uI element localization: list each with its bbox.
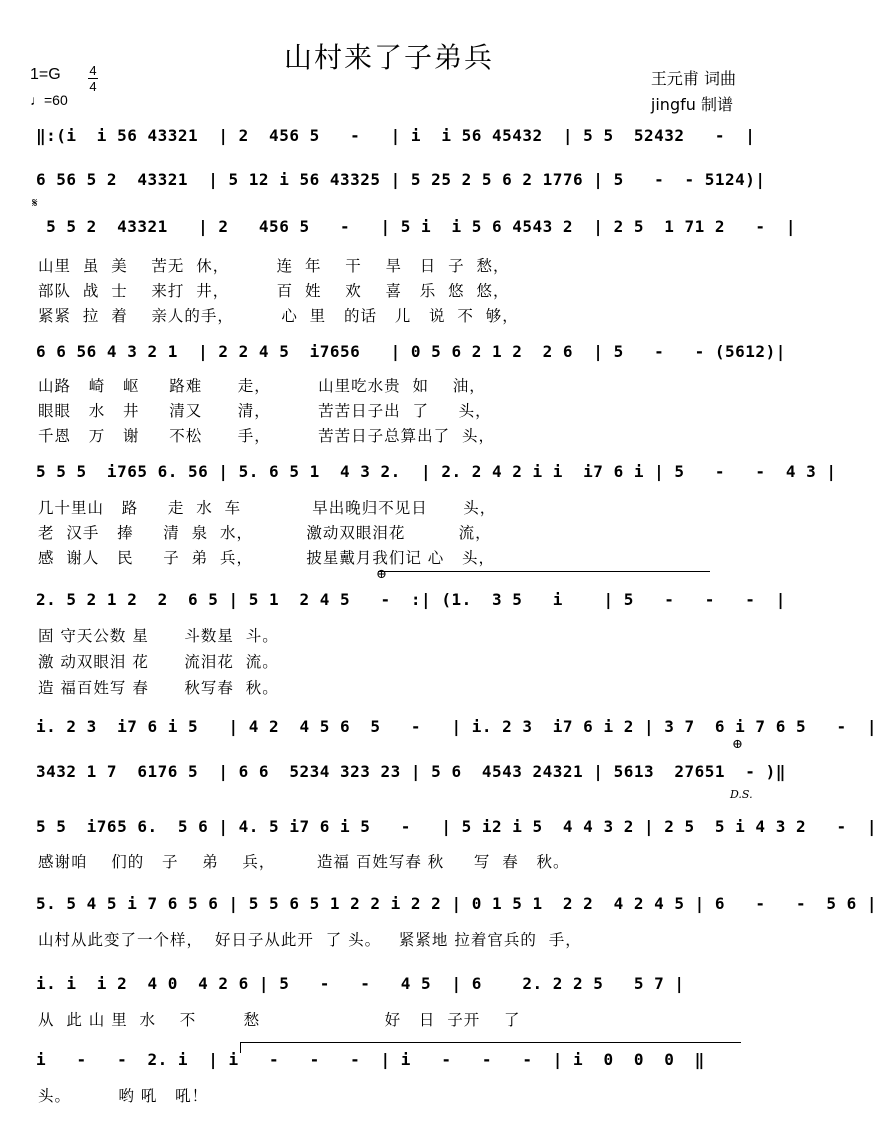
credits — [651, 66, 736, 118]
lyric-line: 造 福百姓写 春 秋写春 秋。 — [38, 679, 279, 697]
lyric-line: 山路 崎 岖 路难 走， 山里吃水贵 如 油， — [38, 377, 486, 395]
lyric-line: 固 守天公数 星 斗数星 斗。 — [38, 627, 279, 645]
staff-line: ‖:(i i 56 43321 | 2 456 5 - | i i 56 45432 | 5 5 52432 - | — [36, 126, 756, 145]
lyric-line: 眼眼 水 井 清又 清， 苦苦日子出 了 头， — [38, 402, 492, 420]
lyric-line: 感 谢人 民 子 弟 兵， 披星戴月我们记 心 头， — [38, 549, 496, 567]
lyric-line: 激 动双眼泪 花 流泪花 流。 — [38, 653, 279, 671]
staff-line: i. 2 3 i7 6 i 5 | 4 2 4 5 6 5 - | i. 2 3 i7 6 i 2 | 3 7 6 i 7 6 5 - | — [36, 717, 877, 736]
segno-icon: 𝄋 — [32, 196, 38, 211]
lyric-line: 老 汉手 捧 清 泉 水， 激动双眼泪花 流， — [38, 524, 492, 542]
lyric-line: 千恩 万 谢 不松 手， 苦苦日子总算出了 头， — [38, 427, 496, 445]
time-signature-top: 4 — [89, 63, 97, 78]
lyric-line: 几十里山 路 走 水 车 早出晚归不见日 头， — [38, 499, 497, 517]
time-signature-bottom: 4 — [89, 79, 97, 94]
staff-line: 5 5 5 i765 6. 56 | 5. 6 5 1 4 3 2. | 2. 2 4 2 i i i7 6 i | 5 - - 4 3 | — [36, 462, 837, 481]
key-signature: 1=G — [30, 66, 61, 83]
staff-line: 6 56 5 2 43321 | 5 12 i 56 43325 | 5 25 2 5 6 2 1776 | 5 - - 5124)| — [36, 170, 766, 189]
staff-line: 5 5 i765 6. 5 6 | 4. 5 i7 6 i 5 - | 5 i2 i 5 4 4 3 2 | 2 5 5 i 4 3 2 - | — [36, 817, 877, 836]
coda-icon: ⊕ — [732, 737, 743, 752]
lyric-line: 紧紧 拉 着 亲人的手， 心 里 的话 儿 说 不 够， — [38, 307, 519, 325]
staff-line: 3432 1 7 6176 5 | 6 6 5234 323 23 | 5 6 4543 24321 | 5613 27651 - )‖ — [36, 762, 786, 781]
lyrics-music-credit: 王元甫 词曲 — [650, 69, 736, 88]
lyric-line: 山村从此变了一个样， 好日子从此开 了 头。 紧紧地 拉着官兵的 手， — [38, 931, 582, 949]
arranger-credit: jingfu 制谱 — [650, 95, 733, 114]
lyric-line: 山里 虽 美 苦无 休， 连 年 干 旱 日 子 愁， — [38, 257, 510, 275]
tempo-marking: ♩=60 — [30, 92, 68, 108]
staff-line: 6 6 56 4 3 2 1 | 2 2 4 5 i7656 | 0 5 6 2 1 2 2 6 | 5 - - (5612)| — [36, 342, 786, 361]
lyric-line: 从 此 山 里 水 不 愁 好 日 子开 了 — [38, 1011, 521, 1029]
lyric-line: 头。 哟 吼 吼！ — [38, 1087, 209, 1105]
staff-line: i. i i 2 4 0 4 2 6 | 5 - - 4 5 | 6 2. 2 2 5 5 7 | — [36, 974, 685, 993]
time-signature — [88, 64, 98, 93]
staff-line: 5 5 2 43321 | 2 456 5 - | 5 i i 5 6 4543 2 | 2 5 1 71 2 - | — [36, 217, 796, 236]
staff-line: i - - 2. i | i - - - | i - - - | i 0 0 0 ‖ — [36, 1050, 705, 1069]
lyric-line: 部队 战 士 来打 井， 百 姓 欢 喜 乐 悠 悠， — [38, 282, 510, 300]
ds-marking: D.S. — [730, 788, 753, 801]
song-title: 山村来了子弟兵 — [283, 41, 494, 74]
coda-icon: ⊕ — [376, 567, 387, 582]
staff-line: 2. 5 2 1 2 2 6 5 | 5 1 2 4 5 - :| (1. 3 5 i | 5 - - - | — [36, 590, 786, 609]
coda-rule — [378, 571, 710, 572]
staff-line: 5. 5 4 5 i 7 6 5 6 | 5 5 6 5 1 2 2 i 2 2 | 0 1 5 1 2 2 4 2 4 5 | 6 - - 5 6 | — [36, 894, 877, 913]
lyric-line: 感谢咱 们的 子 弟 兵， 造福 百姓写春 秋 写 春 秋。 — [38, 853, 570, 871]
